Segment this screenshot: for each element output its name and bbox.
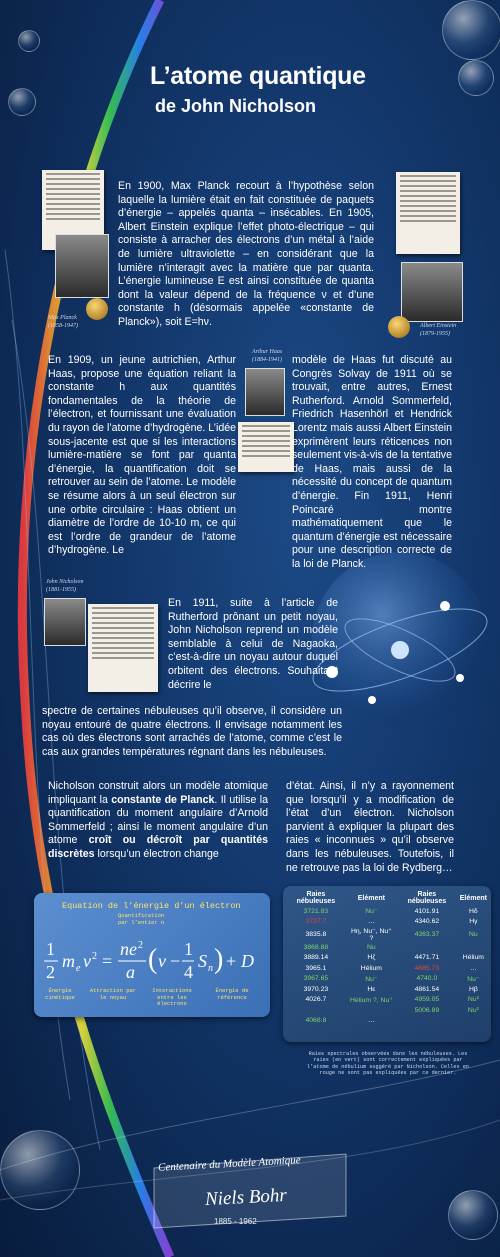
table-row <box>285 963 489 974</box>
svg-text:e: e <box>76 963 81 974</box>
nobel-medal-icon <box>86 298 108 320</box>
bubble-decoration <box>458 60 494 96</box>
table-cell: 4101.91 <box>414 907 440 915</box>
model-paragraph-left <box>48 780 268 862</box>
svg-text:2: 2 <box>46 962 55 982</box>
nicholson-portrait <box>44 598 86 646</box>
table-cell: Hε <box>367 985 376 993</box>
banner-years: 1885 - 1962 <box>214 1217 257 1226</box>
table-row <box>285 1016 489 1027</box>
nicholson-document <box>88 604 158 692</box>
spectral-lines-table <box>285 890 489 1026</box>
model-text: lorsqu’un électron change <box>94 847 219 860</box>
svg-text:ν: ν <box>158 951 166 971</box>
table-cell: 3835.8 <box>305 931 327 938</box>
model-paragraph-right: d’état. Ainsi, il n’y a rayonnement que lorsqu’il y a modification de l’état d’un électron. Nicholson parvient à expliquer la plupart des raies « inconnues » qu’il observe dans les nébuleuses. Toutefois, il ne retrouve pas la loi de Rydberg… <box>286 780 454 874</box>
table-cell: Hδ <box>469 907 478 915</box>
table-cell: 3965.1 <box>305 964 327 972</box>
haas-paragraph-right: modèle de Haas fut discuté au Congrès Solvay de 1911 où se trouvait, entre autres, Ernest Rutherford. Arnold Sommerfeld, Friedrich Hasenhörl et Hendrick Lorentz mais aussi Albert Einstein exprimèrent leurs réticences non seulement vis-à-vis de la tentative de Haas, mais aussi de la nécessité du concept de quantum d’énergie. Fin 1911, Henri Poincaré montre mathématiquement que le quantum d’énergie est nécessaire pour une description correcte de la loi de Planck. <box>292 354 452 570</box>
caption-years: (1879-1955) <box>420 331 450 337</box>
table-row <box>285 1005 489 1016</box>
svg-text:+: + <box>226 951 237 971</box>
svg-text:): ) <box>214 944 224 975</box>
table-cell <box>396 942 458 953</box>
table-cell: Hélium <box>462 954 484 962</box>
nicholson-caption <box>46 578 84 594</box>
note-line: Quantification <box>118 912 165 919</box>
nicholson-paragraph-top: En 1911, suite à l’article de Rutherford prônant un petit noyau, John Nicholson reprend un modèle semblable à celui de Nagaoka, c’est-à-dire un noyau autour duquel orbitent des électrons. Souhaitant décrire le <box>168 597 338 691</box>
table-cell: Nu⁻ <box>467 975 480 983</box>
column-header: Raies nébuleuses <box>296 891 336 905</box>
model-emphasis: constante de Planck <box>111 793 215 806</box>
table-header-row <box>285 890 489 906</box>
table-cell <box>458 942 489 953</box>
table-cell: Nu <box>469 931 478 938</box>
table-cell: 4740.0 <box>416 975 438 983</box>
svg-text:v: v <box>83 951 91 971</box>
svg-text:1: 1 <box>46 939 55 959</box>
haas-document <box>238 422 294 472</box>
svg-text:=: = <box>102 951 113 971</box>
haas-portrait <box>245 368 285 416</box>
table-cell: Nu⁻ <box>365 908 378 916</box>
column-header: Raies nébuleuses <box>407 891 447 905</box>
table-cell: 3970.23 <box>303 985 329 993</box>
table-footnote: Raies spectrales observées dans les nébuleuses. Les raies (en vert) sont correctement expliquées par l’atome de nébulium suggéré par Nicholson. Celles en rouge ne sont pas expliquées par ce dernier. <box>307 1051 469 1077</box>
bubble-decoration <box>0 1130 80 1210</box>
einstein-portrait <box>401 262 463 322</box>
equation-label-interactions: Interactions entre les électrons <box>152 987 192 1007</box>
table-row <box>285 942 489 953</box>
banner-name: Niels Bohr <box>204 1184 288 1211</box>
table-cell: Hélium <box>360 964 382 972</box>
einstein-caption <box>420 322 456 338</box>
equation-label-attraction: Attraction par le noyau <box>89 987 137 1001</box>
table-cell: 3967.65 <box>303 975 329 983</box>
einstein-document <box>396 172 460 254</box>
nobel-medal-icon <box>388 316 410 338</box>
bubble-decoration <box>448 1190 498 1240</box>
planck-paragraph: En 1900, Max Planck recourt à l’hypothèse selon laquelle la lumière était en fait constituée de paquets d’énergie – appelés quanta – insécables. En 1905, Albert Einstein explique l’effet photo-électrique – qui consiste à arracher des électrons d’un métal à l’aide de lumière ultraviolette – en considérant que la lumière n’interagit avec la matière que par quanta. L’énergie lumineuse E est ainsi constituée de quanta dont la valeur dépend de la fréquence ν et d’une constante h (désormais appelée «constante de Planck»), soit E=hν. <box>118 180 374 328</box>
table-cell: 3721.83 <box>303 907 329 915</box>
equation-title: Equation de l’énergie d’un électron <box>62 901 241 911</box>
note-line: par l’entier n <box>118 918 165 926</box>
svg-text:−: − <box>170 951 181 971</box>
table-cell: Hβ <box>468 985 478 993</box>
table-cell: Nu <box>367 943 376 951</box>
caption-years: (1881-1955) <box>46 587 76 593</box>
table-cell: 3727.7 <box>305 918 327 926</box>
table-row <box>285 953 489 964</box>
table-cell: 4363.37 <box>414 931 440 938</box>
table-cell: 4471.71 <box>414 954 440 962</box>
table-row <box>285 917 489 928</box>
table-row <box>285 906 489 917</box>
svg-text:4: 4 <box>184 962 193 982</box>
table-cell: Nu² <box>467 996 479 1004</box>
svg-text:m: m <box>62 951 75 971</box>
table-cell: 4026.7 <box>305 996 327 1004</box>
equation-note-quantification <box>118 913 164 926</box>
caption-name: Max Planck <box>48 315 77 321</box>
haas-paragraph-left: En 1909, un jeune autrichien, Arthur Haas, propose une équation reliant la constante h aux quantités fondamentales de la théorie de l’électron, et fournissant une évaluation du rayon de l’atome d’hydrogène. L’idée sous-jacente est que si les interactions lumière-matière se font par quanta d’énergie, la quantification doit se retrouver au sein de l’atome. Le modèle se résume alors à un seul électron sur une orbite circulaire : Haas obtient un diamètre de l’ordre de 10-10 m, ce qui est l’ordre de grandeur de l’atome d’hydrogène. Le <box>48 354 236 557</box>
svg-text:a: a <box>126 962 135 982</box>
caption-name: John Nicholson <box>46 579 84 585</box>
equation-label-kinetic: Énergie cinétique <box>45 987 75 1001</box>
column-header: Elément <box>459 894 487 902</box>
bubble-decoration <box>18 30 40 52</box>
svg-text:(: ( <box>148 944 158 975</box>
planck-portrait <box>55 234 109 298</box>
nicholson-paragraph-bottom: spectre de certaines nébuleuses qu’il observe, il considère un noyau entouré de quatre électrons. Il envisage notamment les cas où des électrons sont arrachés de l’atome, comme c’est le cas aux grandes températures régnant dans les nébuleuses. <box>42 705 342 758</box>
table-cell: 4068.8 <box>305 1017 327 1025</box>
model-text: Nicholson construit alors un modèle atomique impliquant la <box>48 780 268 806</box>
model-text: . Il utilise la quantification du moment angulaire d’Arnold Sommerfeld ; ainsi le moment angulaire d’un atome <box>48 793 268 847</box>
caption-years: (1858-1947) <box>48 323 78 329</box>
table-cell: 4861.54 <box>414 985 440 993</box>
table-cell: 4959.05 <box>414 996 440 1004</box>
table-cell <box>458 1016 489 1027</box>
bubble-decoration <box>8 88 36 116</box>
table-cell: 3868.88 <box>303 943 329 951</box>
table-cell: Nu⁻ <box>365 975 378 983</box>
svg-text:S: S <box>198 951 207 971</box>
table-cell: 3889.14 <box>303 954 329 962</box>
haas-caption <box>252 348 282 364</box>
table-cell: 4340.62 <box>414 918 440 926</box>
table-cell: 4685.73 <box>414 964 440 972</box>
table-cell: Hη, Nu⁻, Nu⁺ ? <box>350 928 392 942</box>
svg-text:D: D <box>241 951 254 971</box>
caption-years: (1884-1941) <box>252 357 282 363</box>
model-emphasis: croît ou décroît par quantités discrètes <box>48 834 268 860</box>
svg-text:2: 2 <box>138 940 143 951</box>
column-header: Elément <box>357 894 385 902</box>
table-row <box>285 995 489 1006</box>
svg-text:n: n <box>208 963 213 974</box>
table-cell: Hγ <box>469 918 478 926</box>
page-title: L’atome quantique <box>150 62 366 90</box>
table-row <box>285 927 489 942</box>
table-cell <box>285 1005 347 1016</box>
planck-caption <box>48 314 78 330</box>
svg-text:1: 1 <box>184 939 193 959</box>
svg-text:ne: ne <box>120 939 137 959</box>
table-row <box>285 984 489 995</box>
table-cell: … <box>367 1017 375 1025</box>
table-cell: … <box>469 964 477 972</box>
table-cell: Nu² <box>467 1006 479 1014</box>
table-cell: … <box>367 918 375 926</box>
svg-text:2: 2 <box>92 951 97 962</box>
equation-label-reference: Énergie de référence <box>215 987 249 1001</box>
table-cell <box>347 1005 396 1016</box>
table-cell <box>396 1016 458 1027</box>
page-subtitle: de John Nicholson <box>155 96 317 116</box>
caption-name: Arthur Haas <box>252 349 283 355</box>
table-cell: Hélium ?, Nu⁺ <box>349 996 393 1004</box>
table-cell: Hζ <box>367 954 376 962</box>
table-row <box>285 974 489 985</box>
banner-title: Centenaire du Modèle Atomique <box>157 1154 301 1174</box>
bubble-decoration <box>442 0 500 60</box>
caption-name: Albert Einstein <box>420 323 457 329</box>
table-cell: 5006.89 <box>414 1006 440 1014</box>
